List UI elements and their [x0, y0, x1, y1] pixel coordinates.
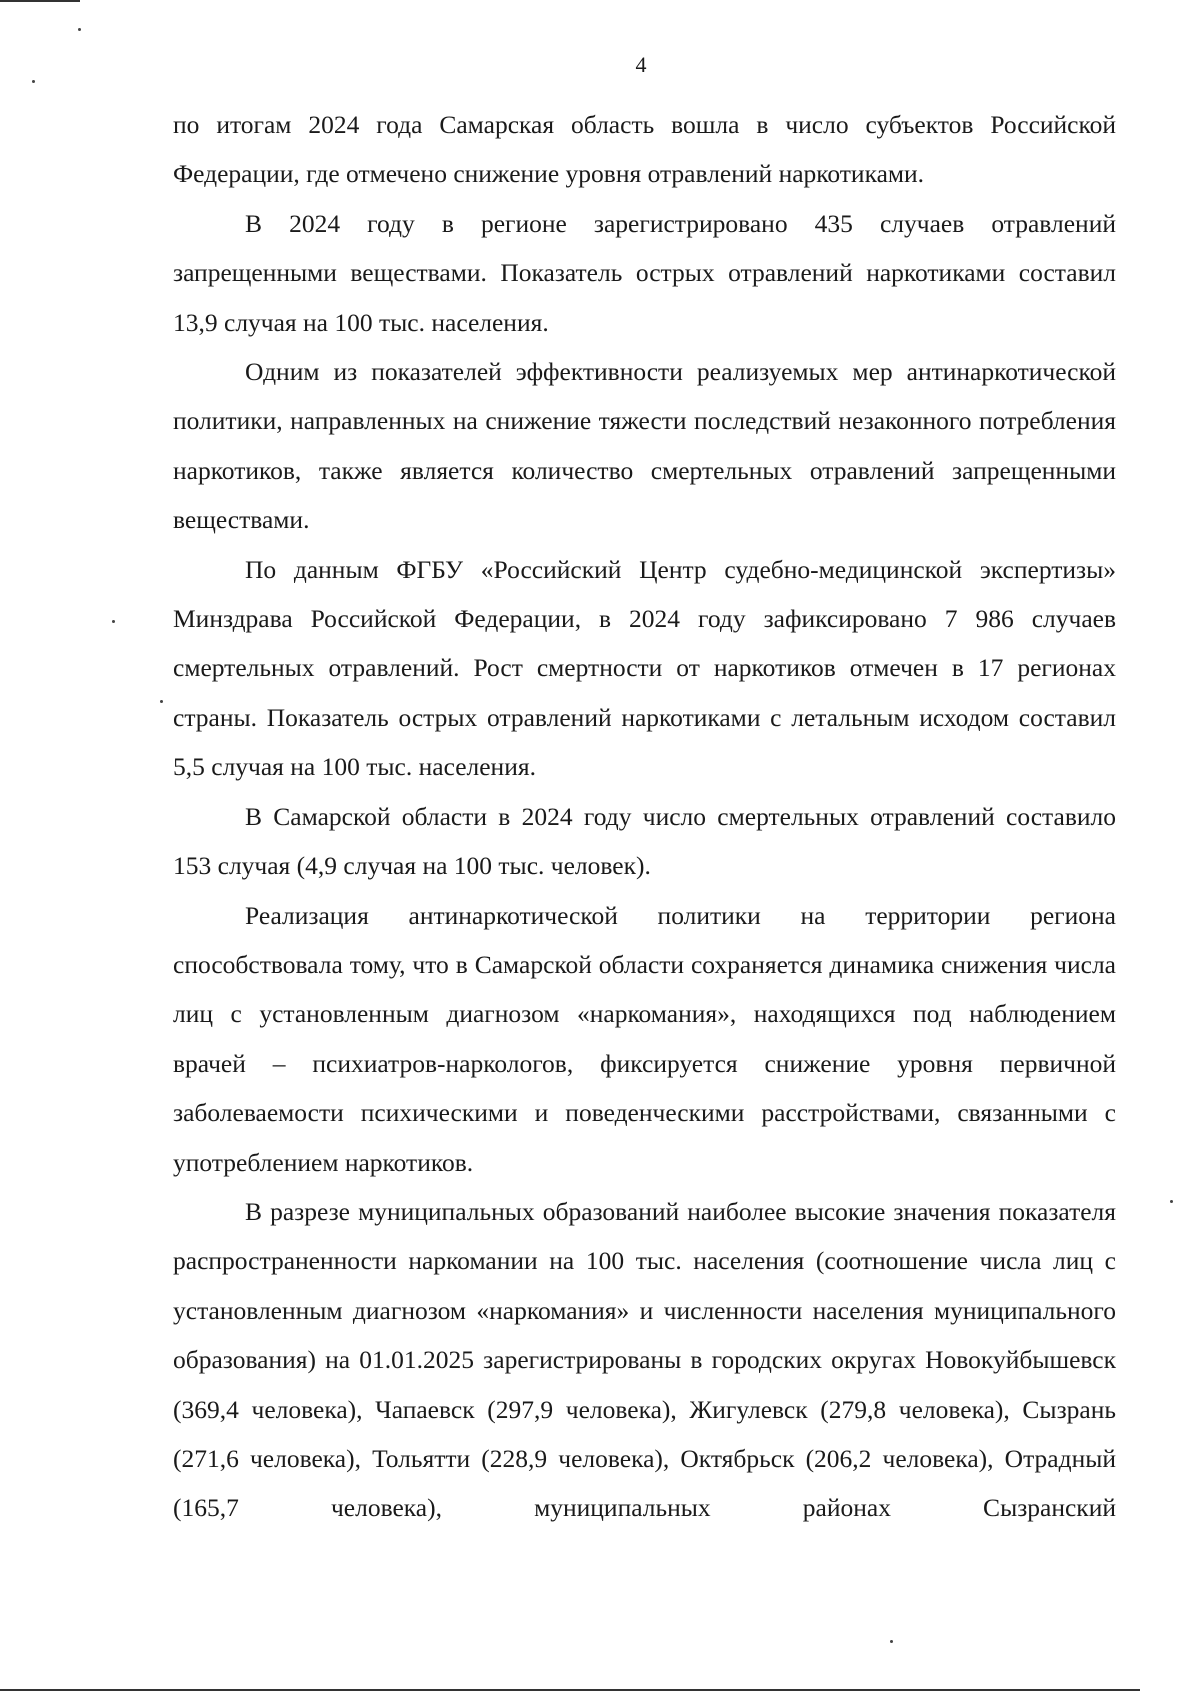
- paragraph-4: По данным ФГБУ «Российский Центр судебно-медицинской экспертизы» Минздрава Российской Федерации, в 2024 году зафиксировано 7 986 случаев смертельных отравлений. Рост смертности от наркотиков отмечен в 17 регионах страны. Показатель острых отравлений наркотиками с летальным исходом составил 5,5 случая на 100 тыс. населения.: [173, 554, 1116, 782]
- scan-speck: [890, 1640, 893, 1643]
- scan-edge-line-top: [0, 0, 80, 2]
- paragraph-2: В 2024 году в регионе зарегистрировано 435 случаев отравлений запрещенными веществами. Показатель острых отравлений наркотиками составил 13,9 случая на 100 тыс. населения.: [173, 208, 1116, 337]
- paragraph-7: В разрезе муниципальных образований наиболее высокие значения показателя распространенности наркомании на 100 тыс. населения (соотношение числа лиц с установленным диагнозом «наркомания» и численности населения муниципального образования) на 01.01.2025 зарегистрированы в городских округах Новокуйбышевск (369,4 человека), Чапаевск (297,9 человека), Жигулевск (279,8 человека), Сызрань (271,6 человека), Тольятти (228,9 человека), Октябрьск (206,2 человека), Отрадный (165,7 человека), муниципальных районах Сызранский: [173, 1196, 1116, 1523]
- paragraph-1: по итогам 2024 года Самарская область вошла в число субъектов Российской Федерации, где отмечено снижение уровня отравлений наркотиками.: [173, 110, 1116, 189]
- paragraph-3: Одним из показателей эффективности реализуемых мер антинаркотической политики, направленных на снижение тяжести последствий незаконного потребления наркотиков, также является количество смертельных отравлений запрещенными веществами.: [173, 357, 1116, 535]
- paragraph-5: В Самарской области в 2024 году число смертельных отравлений составило 153 случая (4,9 случая на 100 тыс. человек).: [173, 801, 1116, 881]
- scan-speck: [1170, 1200, 1173, 1203]
- scan-speck: [112, 620, 115, 623]
- scan-speck: [160, 700, 163, 703]
- scan-edge-line-bottom: [0, 1689, 1140, 1691]
- paragraph-6: Реализация антинаркотической политики на территории региона способствовала тому, что в Самарской области сохраняется динамика снижения числа лиц с установленным диагнозом «наркомания», находящихся под наблюдением врачей – психиатров-наркологов, фиксируется снижение уровня первичной заболеваемости психическими и поведенческими расстройствами, связанными с употреблением наркотиков.: [173, 900, 1116, 1177]
- scan-speck: [32, 80, 35, 83]
- scan-speck: [78, 28, 81, 31]
- document-body: [173, 100, 1116, 1533]
- page-number: 4: [635, 52, 647, 77]
